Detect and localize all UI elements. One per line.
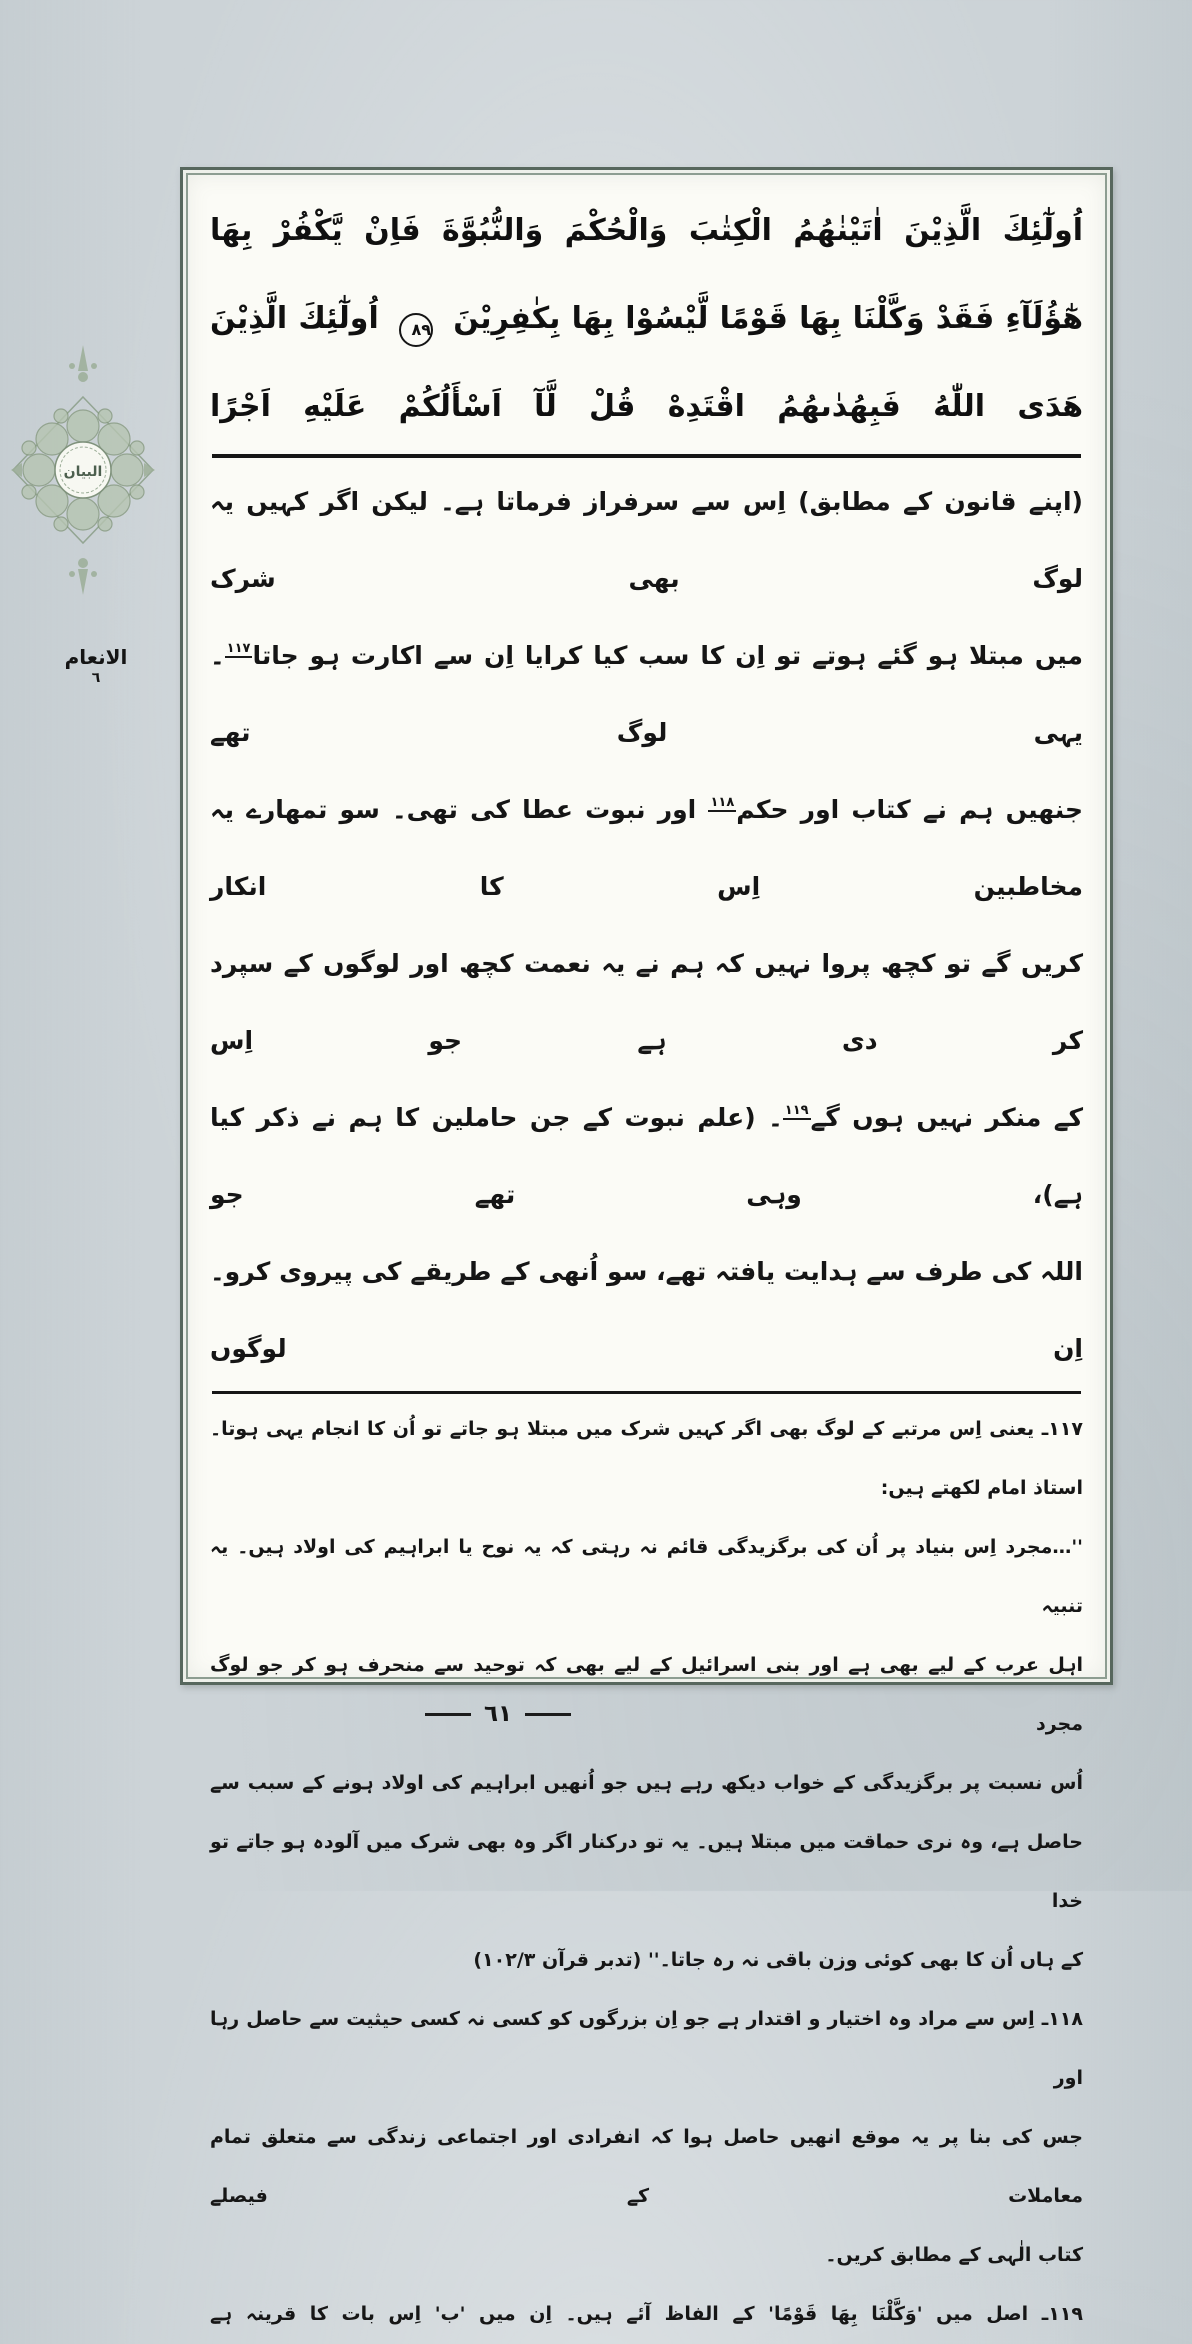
footnote-divider	[212, 1391, 1081, 1394]
footnote-118-line-2: جس کی بنا پر یہ موقع انھیں حاصل ہوا کہ انفرادی اور اجتماعی زندگی سے متعلق تمام معاملات کے فیصلے	[210, 2126, 1083, 2207]
footnote-118-line-1: ۱۱۸ـ اِس سے مراد وہ اختیار و اقتدار ہے جو اِن بزرگوں کو کسی نہ کسی حیثیت سے حاصل رہا اور	[210, 2008, 1083, 2089]
quran-line-2-text: هٰٓؤُلَآءِ فَقَدْ وَكَّلْنَا بِهَا قَوْمًا لَّيْسُوْا بِهَا بِكٰفِرِيْنَ	[453, 301, 1083, 336]
footnote-117-line-1: ۱۱۷ـ یعنی اِس مرتبے کے لوگ بھی اگر کہیں شرک میں مبتلا ہو جاتے تو اُن کا انجام یہی ہوتا۔	[210, 1418, 1083, 1440]
page-number-value: ٦١	[483, 1701, 513, 1727]
page-number-left-dash	[425, 1713, 471, 1716]
footnotes-block	[210, 1400, 1083, 2344]
footnote-117-quote-line-5: کے ہاں اُن کا بھی کوئی وزن باقی نہ رہ جاتا۔'' (تدبر قرآن ۱۰۲/۳)	[473, 1949, 1083, 1971]
translation-line-2: میں مبتلا ہو گئے ہوتے تو اِن کا سب کیا کرایا اِن سے اکارت ہو جاتا۱۱۷۔ یہی لوگ تھے	[210, 641, 1083, 747]
footnote-117-quote-line-3: اُس نسبت پر برگزیدگی کے خواب دیکھ رہے ہیں جو اُنھیں ابراہیم کی اولاد ہونے کے سبب سے	[210, 1772, 1083, 1794]
page-number	[378, 1698, 618, 1730]
translation-line-4: کریں گے تو کچھ پروا نہیں کہ ہم نے یہ نعمت کچھ اور لوگوں کے سپرد کر دی ہے جو اِس	[210, 949, 1083, 1055]
ornament-book-title: البیان	[63, 464, 103, 480]
margin-surah-label	[44, 645, 148, 686]
footnote-117-quote-line-2: اہل عرب کے لیے بھی ہے اور بنی اسرائیل کے لیے بھی کہ توحید سے منحرف ہو کر جو لوگ مجرد	[210, 1654, 1083, 1735]
footnote-117-quote-line-4: حاصل ہے، وہ نری حماقت میں مبتلا ہیں۔ یہ تو درکنار اگر وہ بھی شرک میں آلودہ ہو جاتے تو خدا	[210, 1831, 1083, 1912]
footnote-118-line-3: کتاب الٰہی کے مطابق کریں۔	[825, 2244, 1083, 2266]
footnote-marker: ۱۱۹	[784, 1103, 809, 1118]
surah-number: ٦	[91, 670, 101, 686]
quran-line-3: هَدَى اللّٰهُ فَبِهُدٰىهُمُ اقْتَدِهْ قُلْ لَّآ اَسْأَلُكُمْ عَلَيْهِ اَجْرًا	[210, 389, 1083, 424]
verse-number-badge: ۸۹	[399, 313, 433, 347]
translation-line-1: (اپنے قانون کے مطابق) اِس سے سرفراز فرماتا ہے۔ لیکن اگر کہیں یہ لوگ بھی شرک	[210, 487, 1083, 593]
footnote-119-line-1: ۱۱۹ـ اصل میں 'وَكَّلْنَا بِهَا قَوْمًا' کے الفاظ آئے ہیں۔ اِن میں 'ب' اِس بات کا قرینہ ہے	[210, 2303, 1083, 2325]
page-number-right-dash	[525, 1713, 571, 1716]
translation-block	[210, 463, 1083, 1387]
quran-translation-divider	[212, 454, 1081, 458]
translation-line-6: اللہ کی طرف سے ہدایت یافتہ تھے، سو اُنھی کے طریقے کی پیروی کرو۔ اِن لوگوں	[210, 1257, 1083, 1363]
translation-line-3: جنھیں ہم نے کتاب اور حکم۱۱۸ اور نبوت عطا کی تھی۔ سو تمھارے یہ مخاطبین اِس کا انکار	[210, 795, 1084, 901]
quran-line-2	[210, 275, 1083, 363]
footnote-marker: ۱۱۸	[710, 795, 735, 810]
quran-line-1: اُولٰٓئِكَ الَّذِيْنَ اٰتَيْنٰهُمُ الْكِتٰبَ وَالْحُكْمَ وَالنُّبُوَّةَ فَاِنْ يَّكْفُرْ بِهَا	[210, 213, 1083, 248]
footnote-marker: ۱۱۷	[226, 641, 251, 656]
quran-line-2-continuation: اُولٰٓئِكَ الَّذِيْنَ	[210, 301, 379, 336]
quran-text-block	[210, 187, 1083, 451]
ornament-medallion	[8, 335, 158, 605]
translation-line-5: کے منکر نہیں ہوں گے۱۱۹۔ (علم نبوت کے جن حاملین کا ہم نے ذکر کیا ہے)، وہی تھے جو	[210, 1103, 1083, 1209]
footnote-117-quote-line-1: ''…مجرد اِس بنیاد پر اُن کی برگزیدگی قائم نہ رہتی کہ یہ نوح یا ابراہیم کی اولاد ہیں۔ یہ تنبیہ	[210, 1536, 1083, 1617]
footnote-117-line-2: استاذ امام لکھتے ہیں:	[880, 1477, 1083, 1499]
surah-name: الانعام	[64, 645, 128, 669]
